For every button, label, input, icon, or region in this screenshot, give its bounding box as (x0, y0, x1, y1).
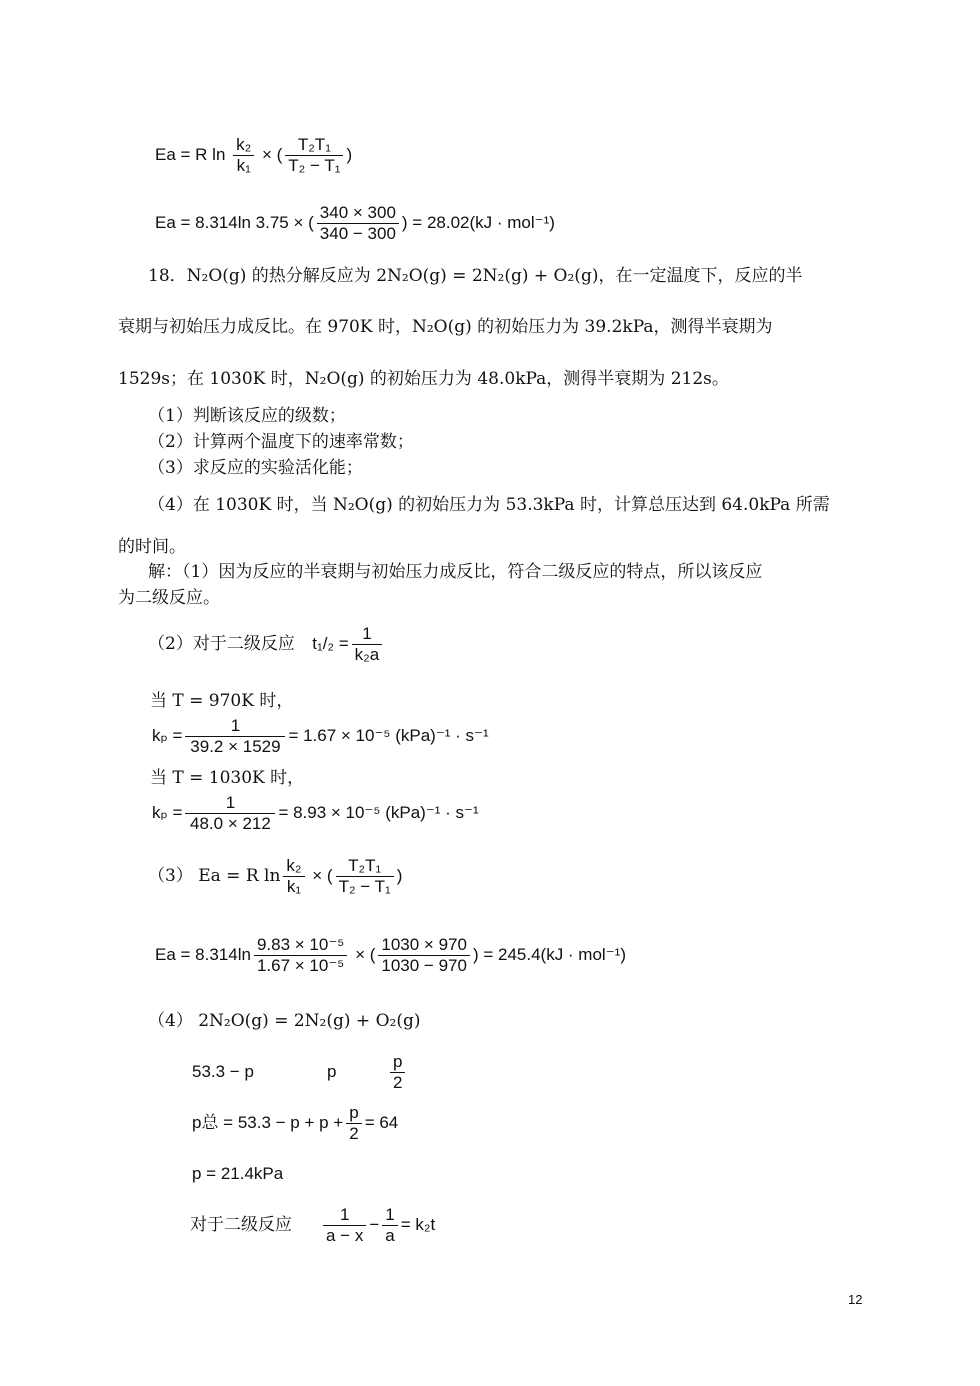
ea-rhs: ) = 245.4(kJ · mol⁻¹) (472, 944, 626, 964)
fraction (346, 1103, 361, 1144)
numerator: T₂T₁ (336, 856, 394, 877)
fraction (317, 203, 399, 244)
denominator: k₁ (236, 156, 251, 175)
numerator: 1 (323, 1205, 366, 1226)
last-rhs: = k₂t (400, 1215, 436, 1234)
kp-lhs: kₚ = (152, 725, 183, 745)
kp-rhs: = 8.93 × 10⁻⁵ (kPa)⁻¹ · s⁻¹ (278, 802, 479, 822)
fraction (382, 1205, 397, 1246)
temp-970-label: 当 T = 970K 时， (150, 691, 294, 711)
equation-ea-result (155, 203, 555, 244)
eq-mid: × ( (257, 144, 283, 164)
denominator: 48.0 × 212 (190, 814, 271, 833)
eq-mid: × ( (307, 866, 333, 885)
solution-2 (148, 624, 385, 665)
kp-970-equation (152, 716, 489, 757)
fraction (185, 716, 285, 757)
problem-line-1: 18．N₂O(g) 的热分解反应为 2N₂O(g) = 2N₂(g) + O₂(g)，在一定温度下，反应的半 (148, 266, 803, 286)
fraction (323, 1205, 366, 1246)
numerator: 1 (185, 793, 275, 814)
question-2: （2）计算两个温度下的速率常数； (148, 432, 414, 452)
denominator: k₂a (354, 645, 380, 664)
total-pressure-equation (192, 1103, 398, 1144)
ptot-rhs: = 64 (364, 1112, 399, 1132)
numerator: 1 (185, 716, 285, 737)
fraction (283, 856, 304, 897)
numerator: 1 (382, 1205, 397, 1226)
equation-arrhenius-general (155, 135, 352, 176)
page-number: 12 (848, 1292, 863, 1307)
solution-4-reaction: （4） 2N₂O(g) = 2N₂(g) + O₂(g) (148, 1011, 421, 1031)
denominator: 2 (349, 1124, 359, 1143)
numerator: p (390, 1052, 405, 1073)
kp-rhs: = 1.67 × 10⁻⁵ (kPa)⁻¹ · s⁻¹ (288, 725, 489, 745)
o2-pressure-fraction (390, 1052, 405, 1093)
eq-lhs: Ea = R ln (155, 144, 226, 164)
denominator: 1.67 × 10⁻⁵ (256, 956, 345, 975)
kp-1030-equation (152, 793, 479, 834)
numerator: k₂ (233, 135, 254, 156)
fraction (185, 793, 275, 834)
eq-rhs: ) = 28.02(kJ · mol⁻¹) (401, 212, 555, 232)
question-4: （4）在 1030K 时，当 N₂O(g) 的初始压力为 53.3kPa 时，计算总压达到 64.0kPa 所需 (148, 495, 830, 515)
problem-line-2: 衰期与初始压力成反比。在 970K 时，N₂O(g) 的初始压力为 39.2kPa，测得半衰期为 (118, 317, 773, 337)
ea-calculation (155, 935, 626, 976)
denominator: k₁ (286, 877, 302, 896)
eq-lhs: Ea = 8.314ln 3.75 × ( (155, 212, 314, 232)
denominator: 39.2 × 1529 (190, 737, 281, 756)
fraction (352, 624, 383, 665)
eq-close: ) (346, 144, 353, 164)
numerator: T₂T₁ (285, 135, 343, 156)
solution-1-cont: 为二级反应。 (118, 588, 220, 608)
denominator: 340 − 300 (319, 224, 396, 243)
last-label: 对于二级反应 (190, 1215, 292, 1235)
solution-3 (148, 856, 402, 897)
fraction (233, 135, 254, 176)
numerator: 340 × 300 (317, 203, 399, 224)
denominator: 2 (393, 1073, 403, 1092)
numerator: 1 (352, 624, 383, 645)
ea-lhs: Ea = 8.314ln (155, 944, 251, 964)
n2o-pressure: 53.3 − p (192, 1061, 254, 1081)
ptot-lhs: p总 = 53.3 − p + p + (192, 1112, 344, 1132)
question-3: （3）求反应的实验活化能； (148, 458, 363, 478)
temp-1030-label: 当 T = 1030K 时， (150, 768, 305, 788)
minus-sign: − (369, 1215, 380, 1234)
n2-pressure: p (327, 1061, 337, 1081)
p-result: p = 21.4kPa (192, 1164, 284, 1183)
kp-lhs: kₚ = (152, 802, 183, 822)
half-life-symbol: t₁/₂ = (312, 634, 349, 653)
denominator: 1030 − 970 (381, 956, 467, 975)
fraction (285, 135, 343, 176)
question-1: （1）判断该反应的级数； (148, 406, 346, 426)
s2-label: （2）对于二级反应 (148, 634, 295, 654)
denominator: a (385, 1226, 395, 1245)
numerator: 9.83 × 10⁻⁵ (254, 935, 347, 956)
denominator: a − x (326, 1226, 364, 1245)
problem-line-3: 1529s；在 1030K 时，N₂O(g) 的初始压力为 48.0kPa，测得半衰期为 212s。 (118, 369, 729, 389)
fraction (254, 935, 347, 976)
s3-label: （3） Ea = R ln (148, 866, 281, 886)
denominator: T₂ − T₁ (288, 156, 341, 175)
numerator: p (346, 1103, 361, 1124)
eq-close: ) (396, 866, 403, 885)
eq-mid: × ( (350, 944, 376, 964)
numerator: 1030 × 970 (378, 935, 470, 956)
partial-pressure-row (192, 1052, 408, 1093)
second-order-integrated (190, 1205, 435, 1246)
denominator: T₂ − T₁ (338, 877, 391, 896)
question-4-cont: 的时间。 (118, 537, 186, 557)
fraction (336, 856, 394, 897)
solution-1: 解：（1）因为反应的半衰期与初始压力成反比，符合二级反应的特点，所以该反应 (148, 562, 763, 582)
fraction (378, 935, 470, 976)
numerator: k₂ (283, 856, 304, 877)
